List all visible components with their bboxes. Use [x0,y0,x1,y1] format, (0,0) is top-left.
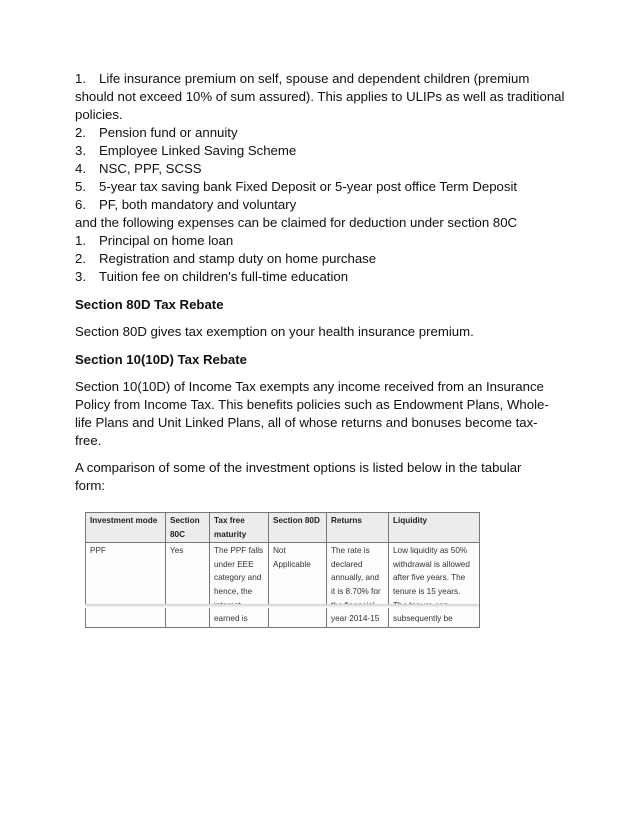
cell-liquidity: Low liquidity as 50% withdrawal is allowed after five years. The tenure is 15 years. subsequently be [389,543,480,628]
list-item-continuation: should not exceed 10% of sum assured). This applies to ULIPs as well as traditional [75,89,565,104]
list-item: 3. Employee Linked Saving Scheme [75,143,297,158]
document-content [75,70,575,495]
cell-section-80c: Yes [166,543,210,628]
comparison-table [85,512,480,628]
header-liquidity: Liquidity [389,513,480,543]
cell-investment-mode: PPF [86,543,166,628]
section-10-heading: Section 10(10D) Tax Rebate [75,352,247,367]
expenses-intro: and the following expenses can be claimed for deduction under section 80C [75,215,518,230]
table-row [86,543,480,628]
cell-tax-free-maturity: The PPF falls under EEE category and hence, the earned is [210,543,269,628]
table-image-bottom-edge [85,604,479,608]
comparison-intro: A comparison of some of the investment options is listed below in the tabular form: [75,460,522,493]
table-header-row [86,513,480,543]
header-investment-mode: Investment mode [86,513,166,543]
list-item: 4. NSC, PPF, SCSS [75,161,202,176]
cell-returns: The rate is declared annually, and it is 8.70% for year 2014-15 [327,543,389,628]
list-item-continuation: policies. [75,107,123,122]
deduction-list [75,70,575,214]
section-10-body: Section 10(10D) of Income Tax exempts any income received from an Insurance Policy from Income Tax. This benefits policies such as Endowment Plans, Whole- life Plans and Unit Linked Plans, all of whose returns and bonuses become tax- free. [75,379,549,448]
expenses-list [75,232,575,286]
header-section-80c: Section 80C [166,513,210,543]
comparison-table-image [85,512,479,628]
cell-section-80d: Not Applicable [269,543,327,628]
header-returns: Returns [327,513,389,543]
header-section-80d: Section 80D [269,513,327,543]
list-item: 3. Tuition fee on children's full-time education [75,269,349,284]
section-80d-heading: Section 80D Tax Rebate [75,297,224,312]
list-item: 6. PF, both mandatory and voluntary [75,197,297,212]
list-item: 1. Principal on home loan [75,233,234,248]
section-80d-body: Section 80D gives tax exemption on your health insurance premium. [75,324,474,339]
list-item: 5. 5-year tax saving bank Fixed Deposit or 5-year post office Term Deposit [75,179,518,194]
list-item: 1. Life insurance premium on self, spouse and dependent children (premium [75,71,530,86]
list-item: 2. Pension fund or annuity [75,125,238,140]
header-tax-free-maturity: Tax free maturity [210,513,269,543]
list-item: 2. Registration and stamp duty on home purchase [75,251,377,266]
